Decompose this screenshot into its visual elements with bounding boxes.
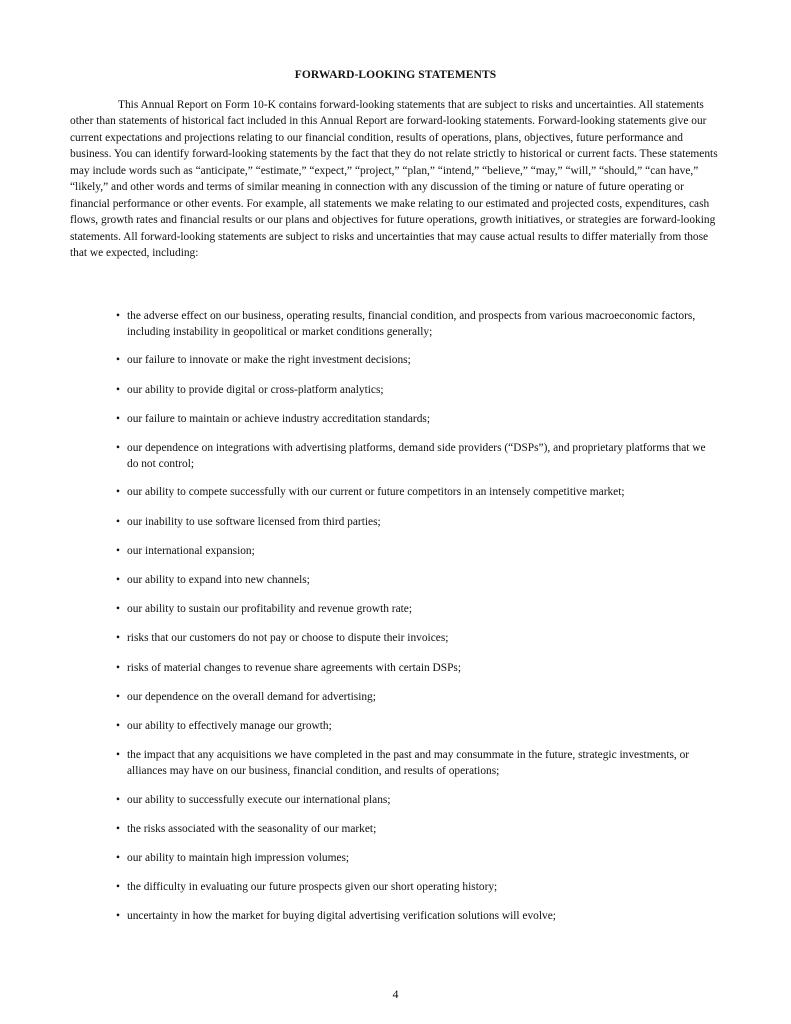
- list-item: • our ability to expand into new channels;: [116, 572, 716, 588]
- page-number: 4: [392, 987, 399, 1001]
- list-item: • the adverse effect on our business, operating results, financial condition, and prospects from various macroeconomic factors, including instability in geopolitical or market conditions generally;: [116, 308, 716, 340]
- list-item: • uncertainty in how the market for buying digital advertising verification solutions will evolve;: [116, 908, 716, 924]
- list-item: • our ability to maintain high impression volumes;: [116, 850, 716, 866]
- risk-factor-list: [116, 308, 716, 938]
- list-item: • our dependence on the overall demand for advertising;: [116, 689, 716, 705]
- list-item: • our failure to innovate or make the right investment decisions;: [116, 352, 716, 368]
- list-item: • our international expansion;: [116, 543, 716, 559]
- page-title: FORWARD-LOOKING STATEMENTS: [294, 69, 497, 81]
- list-item: • the difficulty in evaluating our future prospects given our short operating history;: [116, 879, 716, 895]
- list-item: • our ability to successfully execute our international plans;: [116, 792, 716, 808]
- list-item: • the risks associated with the seasonality of our market;: [116, 821, 716, 837]
- list-item: • our failure to maintain or achieve industry accreditation standards;: [116, 411, 716, 427]
- list-item: • risks that our customers do not pay or choose to dispute their invoices;: [116, 630, 716, 646]
- list-item: • our dependence on integrations with advertising platforms, demand side providers (“DSPs”), and proprietary platforms that we do not control;: [116, 440, 716, 472]
- list-item: • the impact that any acquisitions we have completed in the past and may consummate in the future, strategic investments, or alliances may have on our business, financial condition, and results of operations;: [116, 747, 716, 779]
- list-item: • our ability to provide digital or cross-platform analytics;: [116, 382, 716, 398]
- intro-paragraph: This Annual Report on Form 10-K contains forward-looking statements that are subject to risks and uncertainties. All statements other than statements of historical fact included in this Annual Report are forward-looking statements. Forward-looking statements give our current expectations and projections relating to our financial condition, results of operations, plans, objectives, future performance and business. You can identify forward-looking statements by the fact that they do not relate strictly to historical or current facts. These statements may include words such as “anticipate,” “estimate,” “expect,” “project,” “plan,” “intend,” “believe,” “may,” “will,” “should,” “can have,” “likely,” and other words and terms of similar meaning in connection with any discussion of the timing or nature of future operating or financial performance or other events. For example, all statements we make relating to our estimated and projected costs, expenditures, cash flows, growth rates and financial results or our plans and objectives for future operations, growth initiatives, or strategies are forward-looking statements. All forward-looking statements are subject to risks and uncertainties that may cause actual results to differ materially from those that we expected, including:: [70, 99, 718, 260]
- list-item: • our ability to compete successfully with our current or future competitors in an intensely competitive market;: [116, 484, 716, 500]
- list-item: • risks of material changes to revenue share agreements with certain DSPs;: [116, 660, 716, 676]
- list-item: • our ability to effectively manage our growth;: [116, 718, 716, 734]
- list-item: • our ability to sustain our profitability and revenue growth rate;: [116, 601, 716, 617]
- list-item: • our inability to use software licensed from third parties;: [116, 514, 716, 530]
